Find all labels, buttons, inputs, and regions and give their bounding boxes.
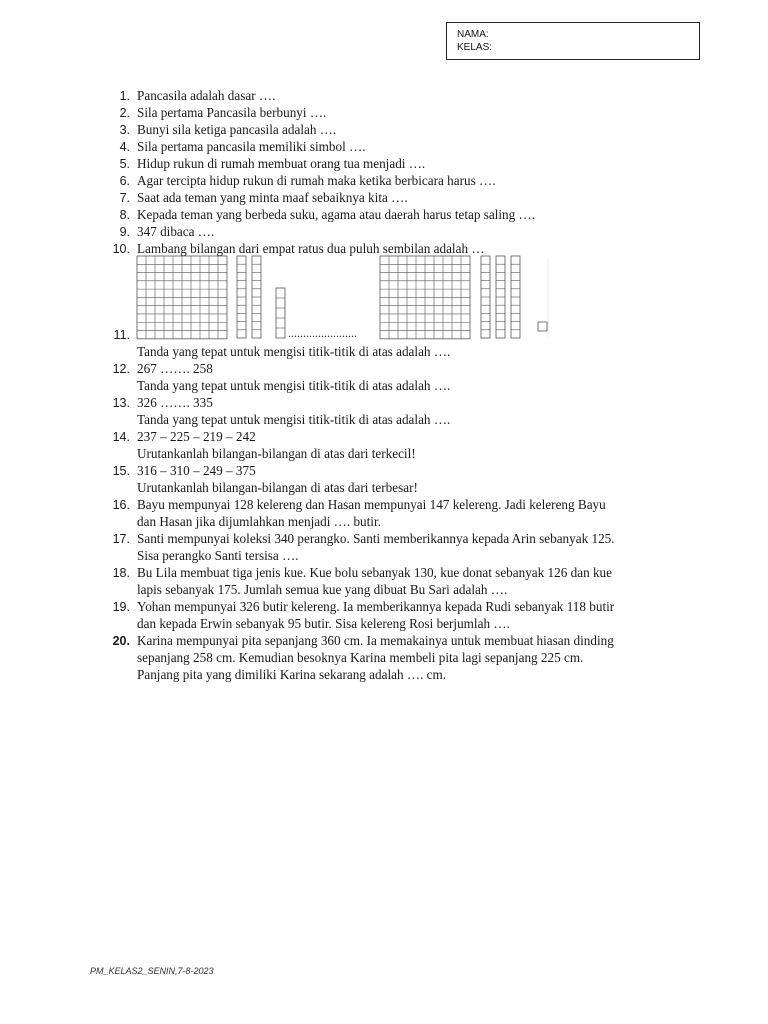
question-text: 347 dibaca …. (137, 224, 215, 239)
question-text: Bu Lila membuat tiga jenis kue. Kue bolu sebanyak 130, kue donat sebanyak 126 dan kue (137, 565, 613, 580)
question-text: Panjang pita yang dimiliki Karina sekarang adalah …. cm. (137, 666, 447, 682)
question-text: Tanda yang tepat untuk mengisi titik-titik di atas adalah …. (137, 411, 451, 427)
question-number: 15. (112, 464, 130, 478)
question-text: Agar tercipta hidup rukun di rumah maka ketika berbicara harus …. (137, 173, 496, 188)
question-text: Lambang bilangan dari empat ratus dua puluh sembilan adalah … (137, 241, 485, 256)
question-number: 11. (113, 328, 130, 342)
question-number: 17. (112, 532, 130, 546)
question-number: 16. (112, 498, 130, 512)
question-text: Yohan mempunyai 326 butir kelereng. Ia memberikannya kepada Rudi sebanyak 118 butir (137, 599, 615, 614)
question-text: Urutankanlah bilangan-bilangan di atas dari terkecil! (137, 445, 416, 461)
question-number: 18. (112, 566, 130, 580)
question-number: 5. (119, 157, 130, 171)
question-text: Pancasila adalah dasar …. (137, 88, 276, 103)
question-text: Santi mempunyai koleksi 340 perangko. Santi memberikannya kepada Arin sebanyak 125. (137, 531, 615, 546)
question-text: Tanda yang tepat untuk mengisi titik-titik di atas adalah …. (137, 344, 451, 359)
question-number: 6. (119, 174, 130, 188)
name-label: NAMA: (457, 29, 489, 40)
footer-code: PM_KELAS2_SENIN,7-8-2023 (90, 966, 214, 976)
question-text: Hidup rukun di rumah membuat orang tua menjadi …. (137, 156, 426, 171)
question-number: 8. (119, 208, 130, 222)
question-text: 267 ……. 258 (137, 361, 213, 376)
question-text: Sila pertama pancasila memiliki simbol …. (137, 139, 366, 154)
unit-stack (276, 288, 285, 338)
question-number: 2. (119, 106, 130, 120)
question-number: 3. (119, 123, 130, 137)
question-text: sepanjang 258 cm. Kemudian besoknya Karina membeli pita lagi sepanjang 225 cm. (137, 649, 584, 665)
question-number: 10. (112, 242, 130, 256)
question-text: 237 – 225 – 219 – 242 (137, 429, 256, 444)
question-number: 20. (112, 634, 130, 648)
question-text: Bunyi sila ketiga pancasila adalah …. (137, 122, 337, 137)
question-number: 14. (112, 430, 130, 444)
question-number: 9. (119, 225, 130, 239)
question-number: 19. (112, 600, 130, 614)
question-text: 316 – 310 – 249 – 375 (137, 463, 256, 478)
question-text: Bayu mempunyai 128 kelereng dan Hasan mempunyai 147 kelereng. Jadi kelereng Bayu (137, 497, 606, 512)
question-text: Kepada teman yang berbeda suku, agama atau daerah harus tetap saling …. (137, 207, 536, 222)
question-number: 12. (112, 362, 130, 376)
question-text: 326 ……. 335 (137, 395, 213, 410)
class-label: KELAS: (457, 42, 493, 53)
question-text: Saat ada teman yang minta maaf sebaiknya kita …. (137, 190, 408, 205)
question-number: 4. (119, 140, 130, 154)
question-number: 13. (112, 396, 130, 410)
question-text: dan Hasan jika dijumlahkan menjadi …. butir. (137, 513, 381, 529)
question-text: Tanda yang tepat untuk mengisi titik-titik di atas adalah …. (137, 377, 451, 393)
question-text: lapis sebanyak 175. Jumlah semua kue yang dibuat Bu Sari adalah …. (137, 581, 508, 597)
question-text: Sila pertama Pancasila berbunyi …. (137, 105, 327, 120)
question-number: 1. (119, 89, 130, 103)
comparison-blank: ....................... (288, 326, 357, 340)
question-text: Sisa perangko Santi tersisa …. (137, 547, 299, 563)
question-text: dan kepada Erwin sebanyak 95 butir. Sisa kelereng Rosi berjumlah …. (137, 615, 510, 631)
question-number: 7. (119, 191, 130, 205)
question-text: Karina mempunyai pita sepanjang 360 cm. Ia memakainya untuk membuat hiasan dinding (137, 633, 614, 648)
question-text: Urutankanlah bilangan-bilangan di atas dari terbesar! (137, 479, 418, 495)
unit-cube (538, 322, 547, 331)
